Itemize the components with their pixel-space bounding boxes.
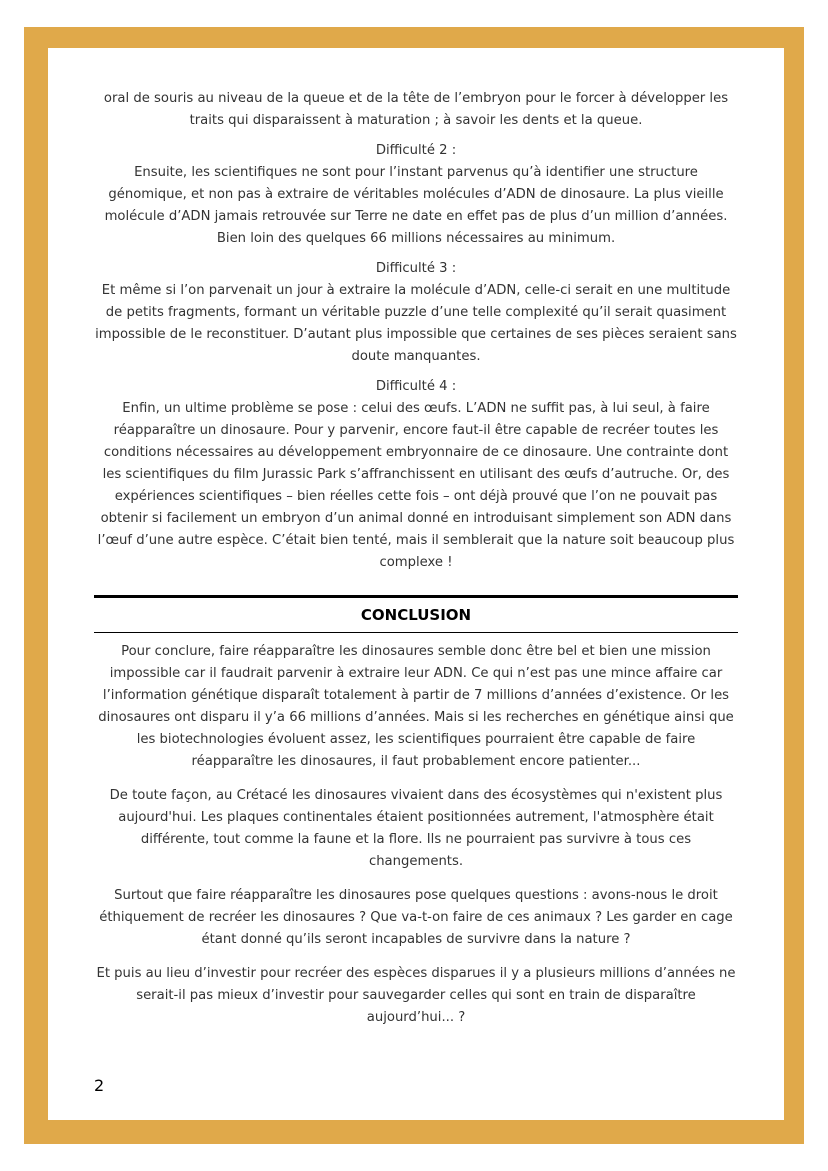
difficulty-4-heading: Difficulté 4 : bbox=[375, 379, 457, 394]
conclusion-paragraph: Pour conclure, faire réapparaître les dinosaures semble donc être bel et bien une mission impossible car il faudrait parvenir à extraire leur ADN. Ce qui n’est pas une mince affaire car l’information génétique disparaît totalement à partir de 7 millions d’années d’existence. Or les dinosaures ont disparu il y’a 66 millions d’années. Mais si les recherches en génétique ainsi que les biotechnologies évoluent assez, les scientifiques pourraient être capable de faire réapparaître les dinosaures, il faut probablement encore patienter... bbox=[98, 644, 734, 769]
section-divider-thin bbox=[94, 632, 738, 633]
conclusion-body bbox=[94, 641, 738, 1029]
difficulty-4-text: Enfin, un ultime problème se pose : celui des œufs. L’ADN ne suffit pas, à lui seul, à faire réapparaître un dinosaure. Pour y parvenir, encore faut-il être capable de recréer toutes les conditions nécessaires au développement embryonnaire de ce dinosaure. Une contrainte dont les scientifiques du film Jurassic Park s’affranchissent en utilisant des œufs d’autruche. Or, des expériences scientifiques – bien réelles cette fois – ont déjà prouvé que l’on ne pouvait pas obtenir si facilement un embryon d’un animal donné en introduisant simplement son ADN dans l’œuf d’une autre espèce. C’était bien tenté, mais il semblerait que la nature soit beaucoup plus complexe ! bbox=[97, 401, 735, 570]
conclusion-paragraph: Surtout que faire réapparaître les dinosaures pose quelques questions : avons-nous le droit éthiquement de recréer les dinosaures ? Que va-t-on faire de ces animaux ? Les garder en cage étant donné qu’ils seront incapables de survivre dans la nature ? bbox=[99, 888, 733, 947]
conclusion-paragraph: Et puis au lieu d’investir pour recréer des espèces disparues il y a plusieurs millions d’années ne serait-il pas mieux d’investir pour sauvegarder celles qui sont en train de disparaître aujourd’hui... ? bbox=[96, 966, 736, 1025]
difficulty-3-text: Et même si l’on parvenait un jour à extraire la molécule d’ADN, celle-ci serait en une multitude de petits fragments, formant un véritable puzzle d’une telle complexité qu’il serait quasiment impossible de le reconstituer. D’autant plus impossible que certaines de ses pièces seraient sans doute manquantes. bbox=[95, 283, 737, 364]
conclusion-paragraph: De toute façon, au Crétacé les dinosaures vivaient dans des écosystèmes qui n'existent plus aujourd'hui. Les plaques continentales étaient positionnées autrement, l'atmosphère était différente, tout comme la faune et la flore. Ils ne pourraient pas survivre à tous ces changements. bbox=[109, 788, 723, 869]
page-number: 2 bbox=[94, 1076, 105, 1095]
difficulty-2-text: Ensuite, les scientifiques ne sont pour l’instant parvenus qu’à identifier une structure génomique, et non pas à extraire de véritables molécules d’ADN de dinosaure. La plus vieille molécule d’ADN jamais retrouvée sur Terre ne date en effet pas de plus d’un million d’années. Bien loin des quelques 66 millions nécessaires au minimum. bbox=[104, 165, 728, 246]
document-content bbox=[94, 88, 738, 1041]
difficulty-3-heading: Difficulté 3 : bbox=[375, 261, 457, 276]
document-page bbox=[48, 48, 784, 1120]
intro-paragraph: oral de souris au niveau de la queue et de la tête de l’embryon pour le forcer à développer les traits qui disparaissent à maturation ; à savoir les dents et la queue. bbox=[103, 91, 729, 128]
difficulty-2-heading: Difficulté 2 : bbox=[375, 143, 457, 158]
conclusion-title: CONCLUSION bbox=[360, 606, 472, 624]
